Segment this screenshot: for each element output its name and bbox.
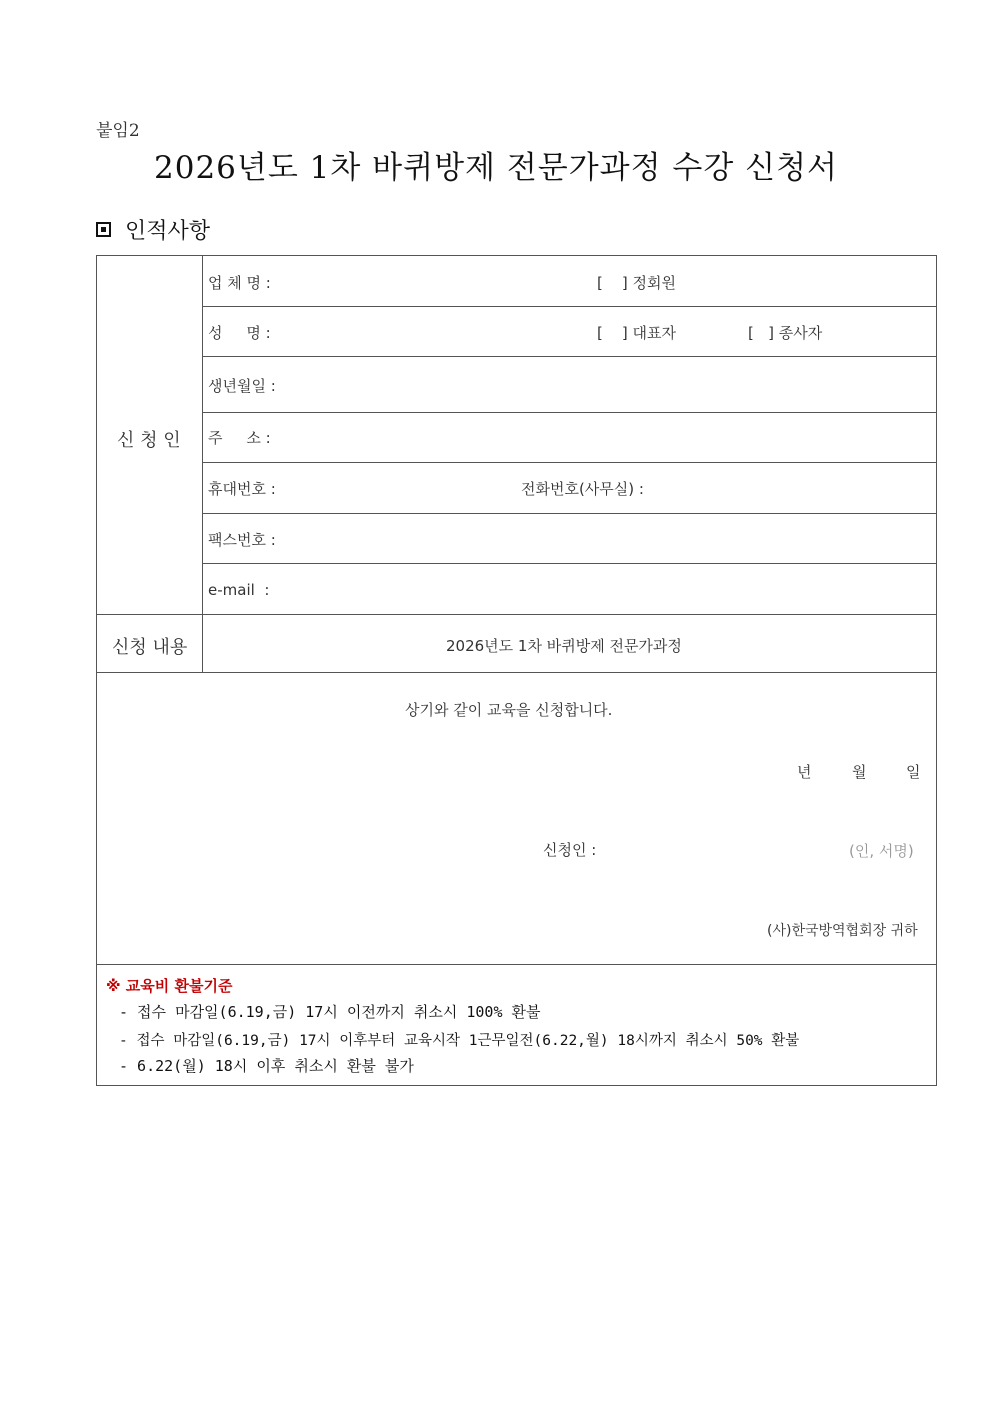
recipient-line: (사)한국방역협회장 귀하 [767,923,918,939]
section-divider [97,964,937,965]
content-label: 신청 내용 [112,637,188,658]
section-heading-text: 인적사항 [125,219,211,244]
square-bullet-icon [96,222,111,237]
member-checkbox[interactable]: [ ] 정회원 [597,274,677,292]
birthdate-field[interactable]: 생년월일 : [208,377,276,395]
section-divider [97,614,937,615]
refund-rule: - 접수 마감일(6.19,금) 17시 이후부터 교육시작 1근무일전(6.22,월) 18시까지 취소시 50% 환불 [119,1033,800,1049]
row-divider [202,412,937,413]
applicant-label: 신 청 인 [117,430,181,451]
mobile-field[interactable]: 휴대번호 : [208,480,276,498]
declaration-statement: 상기와 같이 교육을 신청합니다. [405,701,613,719]
employee-checkbox[interactable]: [ ] 종사자 [748,324,823,342]
company-name-field[interactable]: 업 체 명 : [208,274,271,292]
section-heading [96,214,210,245]
date-year[interactable]: 년 [797,763,812,781]
representative-checkbox[interactable]: [ ] 대표자 [597,324,677,342]
document-title: 2026년도 1차 바퀴방제 전문가과정 수강 신청서 [154,150,838,186]
row-divider [202,306,937,307]
row-divider [202,356,937,357]
attachment-label: 붙임2 [96,121,140,141]
fax-field[interactable]: 팩스번호 : [208,531,276,549]
label-column-divider [202,256,203,673]
seal-signature-field[interactable]: (인, 서명) [849,842,914,860]
date-month[interactable]: 월 [852,763,867,781]
address-field[interactable]: 주 소 : [208,429,271,447]
refund-rule: - 6.22(월) 18시 이후 취소시 환불 불가 [119,1057,414,1075]
date-day[interactable]: 일 [906,763,921,781]
row-divider [202,563,937,564]
row-divider [202,513,937,514]
content-value: 2026년도 1차 바퀴방제 전문가과정 [446,637,682,655]
office-phone-field[interactable]: 전화번호(사무실) : [521,480,644,498]
applicant-signature-label: 신청인 : [543,841,597,859]
refund-title: ※ 교육비 환불기준 [106,977,233,995]
email-field[interactable]: e-mail : [208,581,270,599]
application-form [96,255,937,1086]
name-field[interactable]: 성 명 : [208,324,271,342]
row-divider [202,462,937,463]
refund-rule: - 접수 마감일(6.19,금) 17시 이전까지 취소시 100% 환불 [119,1003,541,1021]
section-divider [97,672,937,673]
